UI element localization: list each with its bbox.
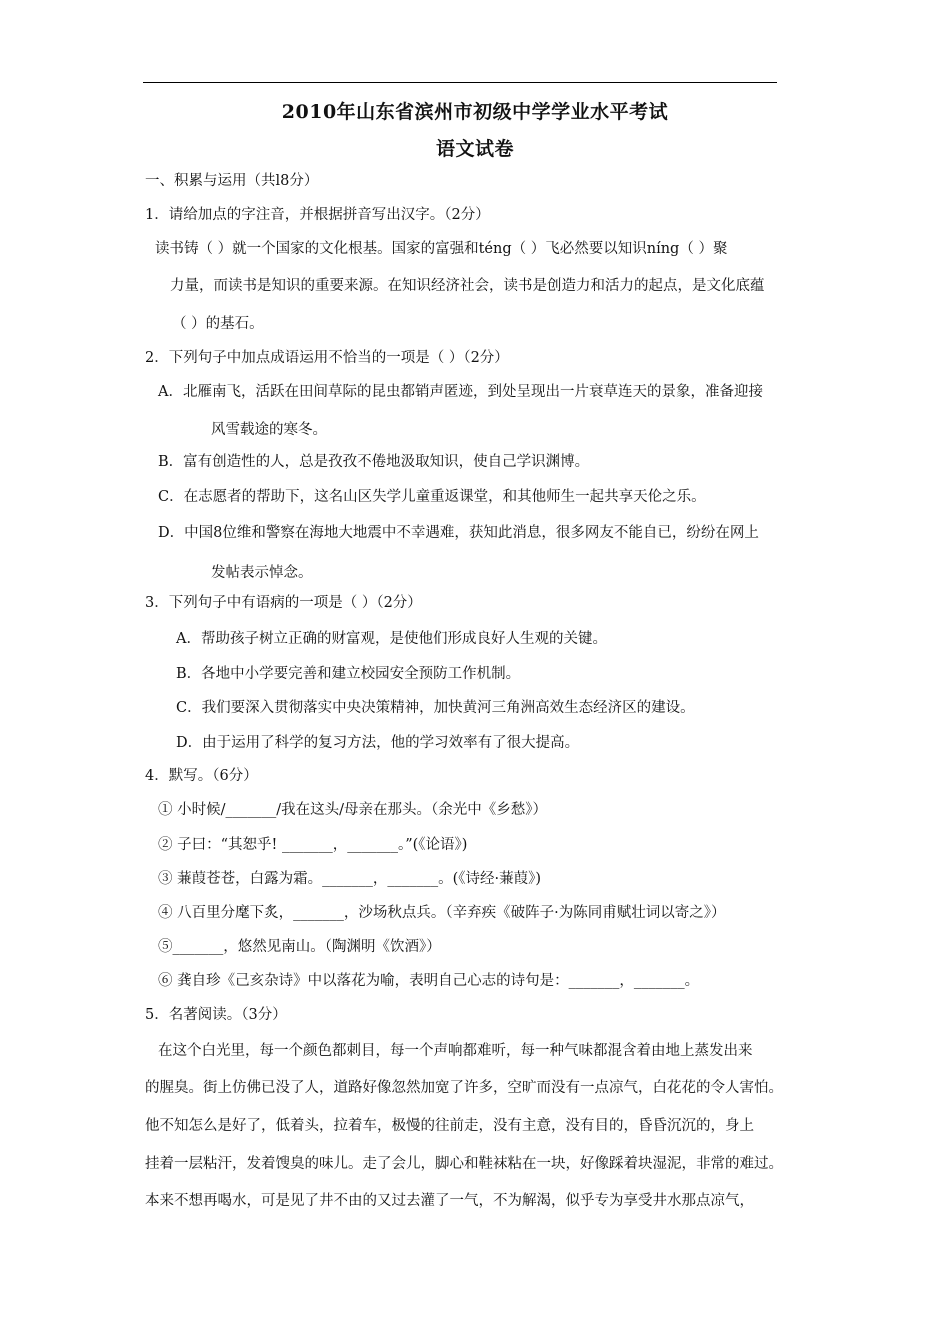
q5-passage-line: 在这个白光里，每一个颜色都刺目，每一个声响都难听，每一种气味都混含着由地上蒸发出来 [158,1043,753,1059]
q1-line: 读书铸（ ）就一个国家的文化根基。国家的富强和téng（ ）飞必然要以知识níng（ ）聚 [155,241,728,257]
q2-option-b: B．富有创造性的人，总是孜孜不倦地汲取知识，使自己学识渊博。 [158,454,590,470]
q1-line: 力量，而读书是知识的重要来源。在知识经济社会，读书是创造力和活力的起点，是文化底蕴 [170,278,765,294]
q5-passage-line: 挂着一层粘汗，发着馊臭的味儿。走了会儿，脚心和鞋袜粘在一块，好像踩着块湿泥，非常的难过。 [145,1156,783,1172]
q3-prompt: 3．下列句子中有语病的一项是（ ）（2分） [145,595,422,611]
q2-option-d: D．中国8位维和警察在海地大地震中不幸遇难，获知此消息，很多网友不能自已，纷纷在网上 [158,525,759,541]
q3-option-b: B．各地中小学要完善和建立校园安全预防工作机制。 [176,666,521,682]
q2-option-c: C．在志愿者的帮助下，这名山区失学儿童重返课堂，和其他师生一起共享天伦之乐。 [158,489,706,505]
header-rule [143,82,777,83]
q5-passage-line: 他不知怎么是好了，低着头，拉着车，极慢的往前走，没有主意，没有目的，昏昏沉沉的，身上 [145,1118,754,1134]
q3-option-a: A．帮助孩子树立正确的财富观，是使他们形成良好人生观的关键。 [176,631,607,647]
q1-prompt: 1．请给加点的字注音，并根据拼音写出汉字。（2分） [145,207,490,223]
q5-prompt: 5．名著阅读。（3分） [145,1007,287,1023]
q4-item: ② 子曰：“其恕乎! _______，_______。”(《论语》) [158,837,468,853]
q4-item: ⑥ 龚自珍《己亥杂诗》中以落花为喻，表明自己心志的诗句是：_______，_______。 [158,973,700,989]
q4-item: ④ 八百里分麾下炙，_______，沙场秋点兵。（辛弃疾《破阵子·为陈同甫赋壮词以寄之》） [158,905,726,921]
q4-prompt: 4．默写。（6分） [145,768,258,784]
q4-item: ⑤_______，悠然见南山。（陶渊明《饮酒》） [158,939,441,955]
exam-subtitle: 语文试卷 [435,138,514,160]
q5-passage-line: 本来不想再喝水，可是见了井不由的又过去灌了一气，不为解渴，似乎专为享受井水那点凉气， [145,1193,754,1209]
q2-prompt: 2．下列句子中加点成语运用不恰当的一项是（ ）（2分） [145,350,509,366]
q3-option-d: D．由于运用了科学的复习方法，他的学习效率有了很大提高。 [176,735,580,751]
q2-option-d-cont: 发帖表示悼念。 [211,565,313,581]
q3-option-c: C．我们要深入贯彻落实中央决策精神，加快黄河三角洲高效生态经济区的建设。 [176,700,695,716]
q2-option-a: A．北雁南飞，活跃在田间草际的昆虫都销声匿迹，到处呈现出一片衰草连天的景象，准备迎接 [158,384,763,400]
q5-passage-line: 的腥臭。街上仿佛已没了人，道路好像忽然加宽了许多，空旷而没有一点凉气，白花花的令人害怕。 [145,1080,783,1096]
q1-line: （ ）的基石。 [172,316,264,332]
q2-option-a-cont: 风雪载途的寒冬。 [211,422,327,438]
q4-item: ③ 蒹葭苍苍，白露为霜。_______，_______。(《诗经·蒹葭》) [158,871,542,887]
section-heading: 一、积累与运用（共l8分） [145,173,319,189]
q4-item: ① 小时候/_______/我在这头/母亲在那头。（余光中《乡愁》） [158,802,548,818]
exam-title: 2010年山东省滨州市初级中学学业水平考试 [281,101,669,123]
